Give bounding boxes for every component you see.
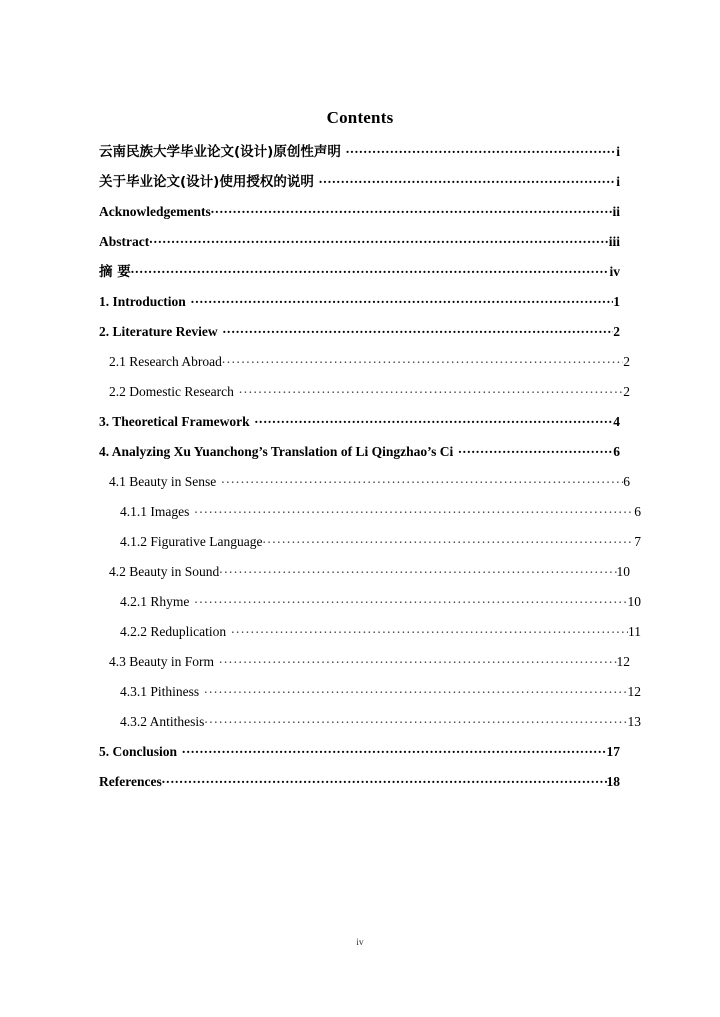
toc-entry-label: Abstract [99, 234, 150, 249]
toc-dot-leader [223, 320, 614, 336]
toc-entry[interactable] [120, 680, 641, 710]
toc-dot-leader [219, 560, 616, 576]
toc-dot-leader [346, 140, 616, 156]
toc-entry[interactable] [99, 770, 620, 800]
toc-entry-label: 2.2 Domestic Research [109, 384, 234, 399]
toc-entry-label: 4.1.2 Figurative Language [120, 534, 263, 549]
toc-dot-leader [262, 530, 634, 546]
footer-page-number: iv [356, 938, 364, 948]
toc-entry-page-number: 6 [623, 474, 630, 489]
toc-entry-page-number: 2 [613, 324, 620, 339]
toc-entry-page-number: 10 [616, 564, 630, 579]
toc-entry-label: 4.1 Beauty in Sense [109, 474, 217, 489]
toc-entry[interactable] [99, 230, 620, 260]
toc-dot-leader [458, 440, 613, 456]
toc-entry-label: Acknowledgements [99, 204, 211, 219]
toc-entry[interactable] [109, 650, 630, 680]
toc-entry-page-number: 10 [627, 594, 641, 609]
toc-entry-label: 4.3.2 Antithesis [120, 714, 205, 729]
toc-entry-page-number: 17 [606, 744, 620, 759]
toc-dot-leader [204, 680, 627, 696]
toc-entry-page-number: iii [608, 234, 620, 249]
toc-dot-leader [131, 260, 610, 276]
toc-entry-page-number: i [616, 174, 620, 189]
toc-entry-page-number: 6 [634, 504, 641, 519]
toc-entry-label: 2.1 Research Abroad [109, 354, 222, 369]
toc-dot-leader [191, 290, 613, 306]
toc-entry-label: 4.2.2 Reduplication [120, 624, 227, 639]
toc-entry-label: 4.2 Beauty in Sound [109, 564, 220, 579]
toc-dot-leader [211, 200, 613, 216]
toc-entry-page-number: ii [612, 204, 620, 219]
toc-dot-leader [319, 170, 616, 186]
toc-entry[interactable] [109, 560, 630, 590]
toc-entry[interactable] [99, 170, 620, 200]
toc-entry-page-number: 2 [623, 354, 630, 369]
toc-dot-leader [222, 350, 623, 366]
toc-entry-page-number: 12 [616, 654, 630, 669]
toc-entry[interactable] [99, 200, 620, 230]
toc-entry[interactable] [120, 530, 641, 560]
toc-entry-label: 4.1.1 Images [120, 504, 190, 519]
toc-entry[interactable] [99, 260, 620, 290]
toc-entry-label: 1. Introduction [99, 294, 186, 309]
page-title: Contents [326, 108, 394, 127]
toc-entry-page-number: 11 [628, 624, 641, 639]
toc-dot-leader [231, 620, 628, 636]
toc-entry-label: 云南民族大学毕业论文(设计)原创性声明 [99, 144, 341, 160]
toc-entry[interactable] [109, 470, 630, 500]
toc-entry[interactable] [99, 740, 620, 770]
toc-entry[interactable] [120, 590, 641, 620]
toc-entry-label: 4.3.1 Pithiness [120, 684, 200, 699]
toc-dot-leader [162, 770, 607, 786]
toc-entry-label: 4. Analyzing Xu Yuanchong’s Translation of Li Qingzhao’s Ci [99, 444, 454, 459]
toc-entry[interactable] [109, 350, 630, 380]
toc-dot-leader [221, 470, 623, 486]
toc-dot-leader [204, 710, 627, 726]
toc-entry-page-number: i [616, 144, 620, 159]
toc-entry-label: References [99, 774, 162, 789]
toc-entry-page-number: 1 [613, 294, 620, 309]
toc-entry[interactable] [99, 410, 620, 440]
toc-entry-label: 4.3 Beauty in Form [109, 654, 214, 669]
toc-entry[interactable] [109, 380, 630, 410]
toc-entry-label: 2. Literature Review [99, 324, 218, 339]
toc-entry-page-number: 4 [613, 414, 620, 429]
toc-entry-label: 关于毕业论文(设计)使用授权的说明 [99, 174, 314, 190]
toc-entry-label: 摘 要 [99, 264, 131, 280]
toc-entry[interactable] [99, 440, 620, 470]
toc-entry-page-number: 18 [606, 774, 620, 789]
toc-entry[interactable] [99, 290, 620, 320]
toc-entry[interactable] [120, 620, 641, 650]
toc-entry[interactable] [99, 140, 620, 170]
toc-dot-leader [219, 650, 617, 666]
toc-entry-page-number: iv [609, 264, 620, 279]
toc-dot-leader [255, 410, 614, 426]
toc-dot-leader [239, 380, 623, 396]
table-of-contents [99, 140, 641, 800]
toc-entry-label: 4.2.1 Rhyme [120, 594, 190, 609]
toc-entry-page-number: 2 [623, 384, 630, 399]
toc-entry-page-number: 6 [613, 444, 620, 459]
toc-entry[interactable] [99, 320, 620, 350]
toc-dot-leader [194, 590, 627, 606]
toc-entry-label: 5. Conclusion [99, 744, 178, 759]
toc-dot-leader [149, 230, 608, 246]
toc-entry-label: 3. Theoretical Framework [99, 414, 250, 429]
toc-dot-leader [182, 740, 606, 756]
toc-entry-page-number: 13 [627, 714, 641, 729]
toc-dot-leader [194, 500, 634, 516]
toc-entry-page-number: 12 [627, 684, 641, 699]
toc-entry[interactable] [120, 710, 641, 740]
toc-entry[interactable] [120, 500, 641, 530]
toc-entry-page-number: 7 [634, 534, 641, 549]
